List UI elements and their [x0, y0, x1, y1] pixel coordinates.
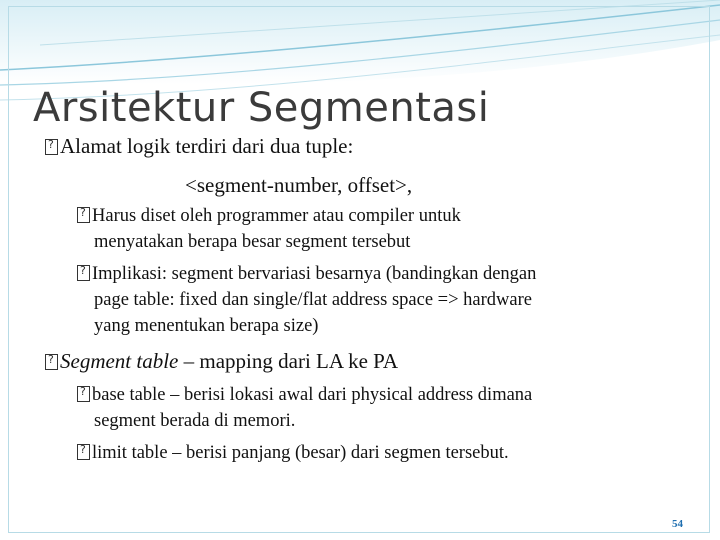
bullet-text: segment berada di memori.: [94, 411, 296, 431]
bullet-line-1: [45, 134, 353, 159]
tuple-line: [185, 173, 412, 198]
page-number: 54: [672, 518, 683, 530]
bullet-text: yang menentukan berapa size): [94, 316, 319, 336]
tuple-text: <segment-number, offset>,: [185, 173, 413, 197]
missing-glyph-icon: [77, 265, 90, 281]
sub-bullet-line-1-cont: [94, 232, 410, 253]
bullet-text: Implikasi: segment bervariasi besarnya (bandingkan dengan: [92, 264, 537, 284]
bullet-text: limit table – berisi panjang (besar) dari segmen tersebut.: [92, 443, 509, 463]
missing-glyph-icon: [77, 444, 90, 460]
bullet-text: menyatakan berapa besar segment tersebut: [94, 232, 411, 252]
bullet-text: Harus diset oleh programmer atau compiler untuk: [92, 206, 461, 226]
sub-bullet-line-4: [77, 443, 509, 464]
missing-glyph-icon: [77, 386, 90, 402]
sub-bullet-line-2-cont-a: [94, 290, 532, 311]
bullet-text: base table – berisi lokasi awal dari physical address dimana: [92, 385, 533, 405]
missing-glyph-icon: [77, 207, 90, 223]
slide-title: Arsitektur Segmentasi: [33, 85, 490, 131]
sub-bullet-line-3-cont: [94, 411, 295, 432]
missing-glyph-icon: [45, 354, 58, 370]
bullet-text: page table: fixed dan single/flat address space => hardware: [94, 290, 532, 310]
sub-bullet-line-2-cont-b: [94, 316, 318, 337]
sub-bullet-line-1: [77, 206, 461, 227]
bullet-text: – mapping dari LA ke PA: [178, 349, 399, 373]
bullet-italic-text: Segment table: [60, 349, 179, 373]
missing-glyph-icon: [45, 139, 58, 155]
sub-bullet-line-2: [77, 264, 536, 285]
bullet-text: Alamat logik terdiri dari dua tuple:: [60, 134, 354, 158]
sub-bullet-line-3: [77, 385, 532, 406]
bullet-line-2: [45, 349, 398, 374]
